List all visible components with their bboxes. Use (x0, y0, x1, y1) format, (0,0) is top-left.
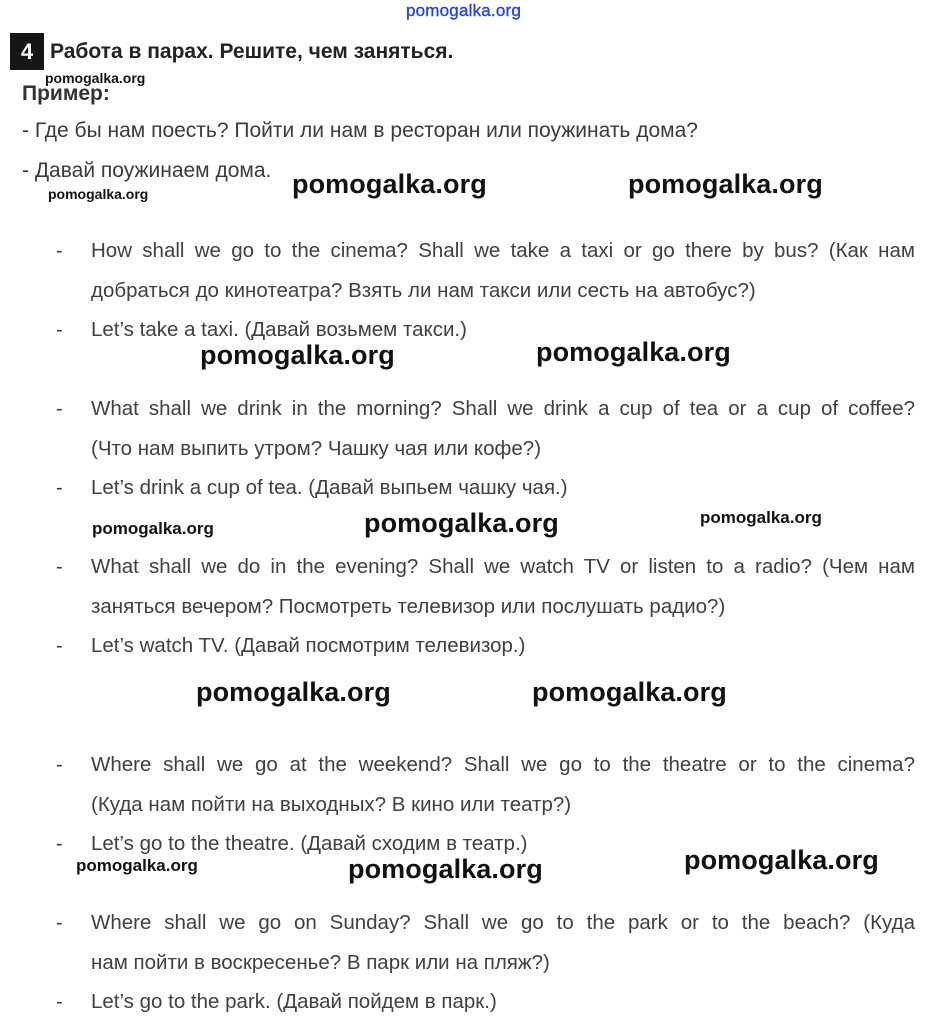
watermark: pomogalka.org (700, 508, 822, 527)
dialogue-question: What shall we drink in the morning? Shall we drink a cup of tea or a cup of coffee? (91, 397, 915, 420)
dialogue-question: Where shall we go at the weekend? Shall we go to the theatre or to the cinema? (91, 753, 915, 776)
list-dash: - (56, 991, 63, 1013)
dialogue-question-cont: заняться вечером? Посмотреть телевизор или послушать радио?) (91, 595, 726, 618)
watermark: pomogalka.org (348, 854, 543, 884)
dialogue-answer: Let’s go to the park. (Давай пойдем в парк.) (91, 990, 497, 1013)
dialogue-question: Where shall we go on Sunday? Shall we go to the park or to the beach? (Куда (91, 911, 915, 934)
watermark: pomogalka.org (200, 340, 395, 370)
list-dash: - (56, 319, 63, 341)
dialogue-answer: Let’s drink a cup of tea. (Давай выпьем чашку чая.) (91, 476, 568, 499)
dialogue-question-cont: нам пойти в воскресенье? В парк или на пляж?) (91, 951, 550, 974)
dialogue-question-cont: добраться до кинотеатра? Взять ли нам такси или сесть на автобус?) (91, 279, 756, 302)
task-title: Работа в парах. Решите, чем заняться. (50, 40, 454, 63)
task-number-badge: 4 (10, 33, 44, 70)
watermark: pomogalka.org (48, 186, 149, 202)
list-dash: - (56, 833, 63, 855)
list-dash: - (56, 477, 63, 499)
list-dash: - (56, 635, 63, 657)
example-line: - Где бы нам поесть? Пойти ли нам в ресторан или поужинать дома? (22, 119, 698, 142)
list-dash: - (56, 912, 63, 934)
watermark: pomogalka.org (92, 519, 214, 538)
list-dash: - (56, 398, 63, 420)
watermark: pomogalka.org (196, 677, 391, 707)
dialogue-question: How shall we go to the cinema? Shall we take a taxi or go there by bus? (Как нам (91, 239, 915, 262)
dialogue-answer: Let’s take a taxi. (Давай возьмем такси.) (91, 318, 467, 341)
watermark: pomogalka.org (628, 169, 823, 199)
dialogue-question-cont: (Куда нам пойти на выходных? В кино или театр?) (91, 793, 572, 816)
list-dash: - (56, 556, 63, 578)
watermark: pomogalka.org (292, 169, 487, 199)
list-dash: - (56, 240, 63, 262)
list-dash: - (56, 754, 63, 776)
dialogue-answer: Let’s watch TV. (Давай посмотрим телевизор.) (91, 634, 526, 657)
example-label: Пример: (22, 82, 110, 105)
watermark: pomogalka.org (45, 70, 146, 86)
dialogue-question: What shall we do in the evening? Shall we watch TV or listen to a radio? (Чем нам (91, 555, 915, 578)
watermark: pomogalka.org (532, 677, 727, 707)
header-watermark: pomogalka.org (405, 1, 522, 20)
watermark: pomogalka.org (364, 508, 559, 538)
watermark: pomogalka.org (76, 856, 198, 875)
dialogue-question-cont: (Что нам выпить утром? Чашку чая или кофе?) (91, 437, 542, 460)
watermark: pomogalka.org (536, 337, 731, 367)
example-line: - Давай поужинаем дома. (22, 159, 272, 182)
watermark: pomogalka.org (684, 845, 879, 875)
dialogue-answer: Let’s go to the theatre. (Давай сходим в театр.) (91, 832, 528, 855)
